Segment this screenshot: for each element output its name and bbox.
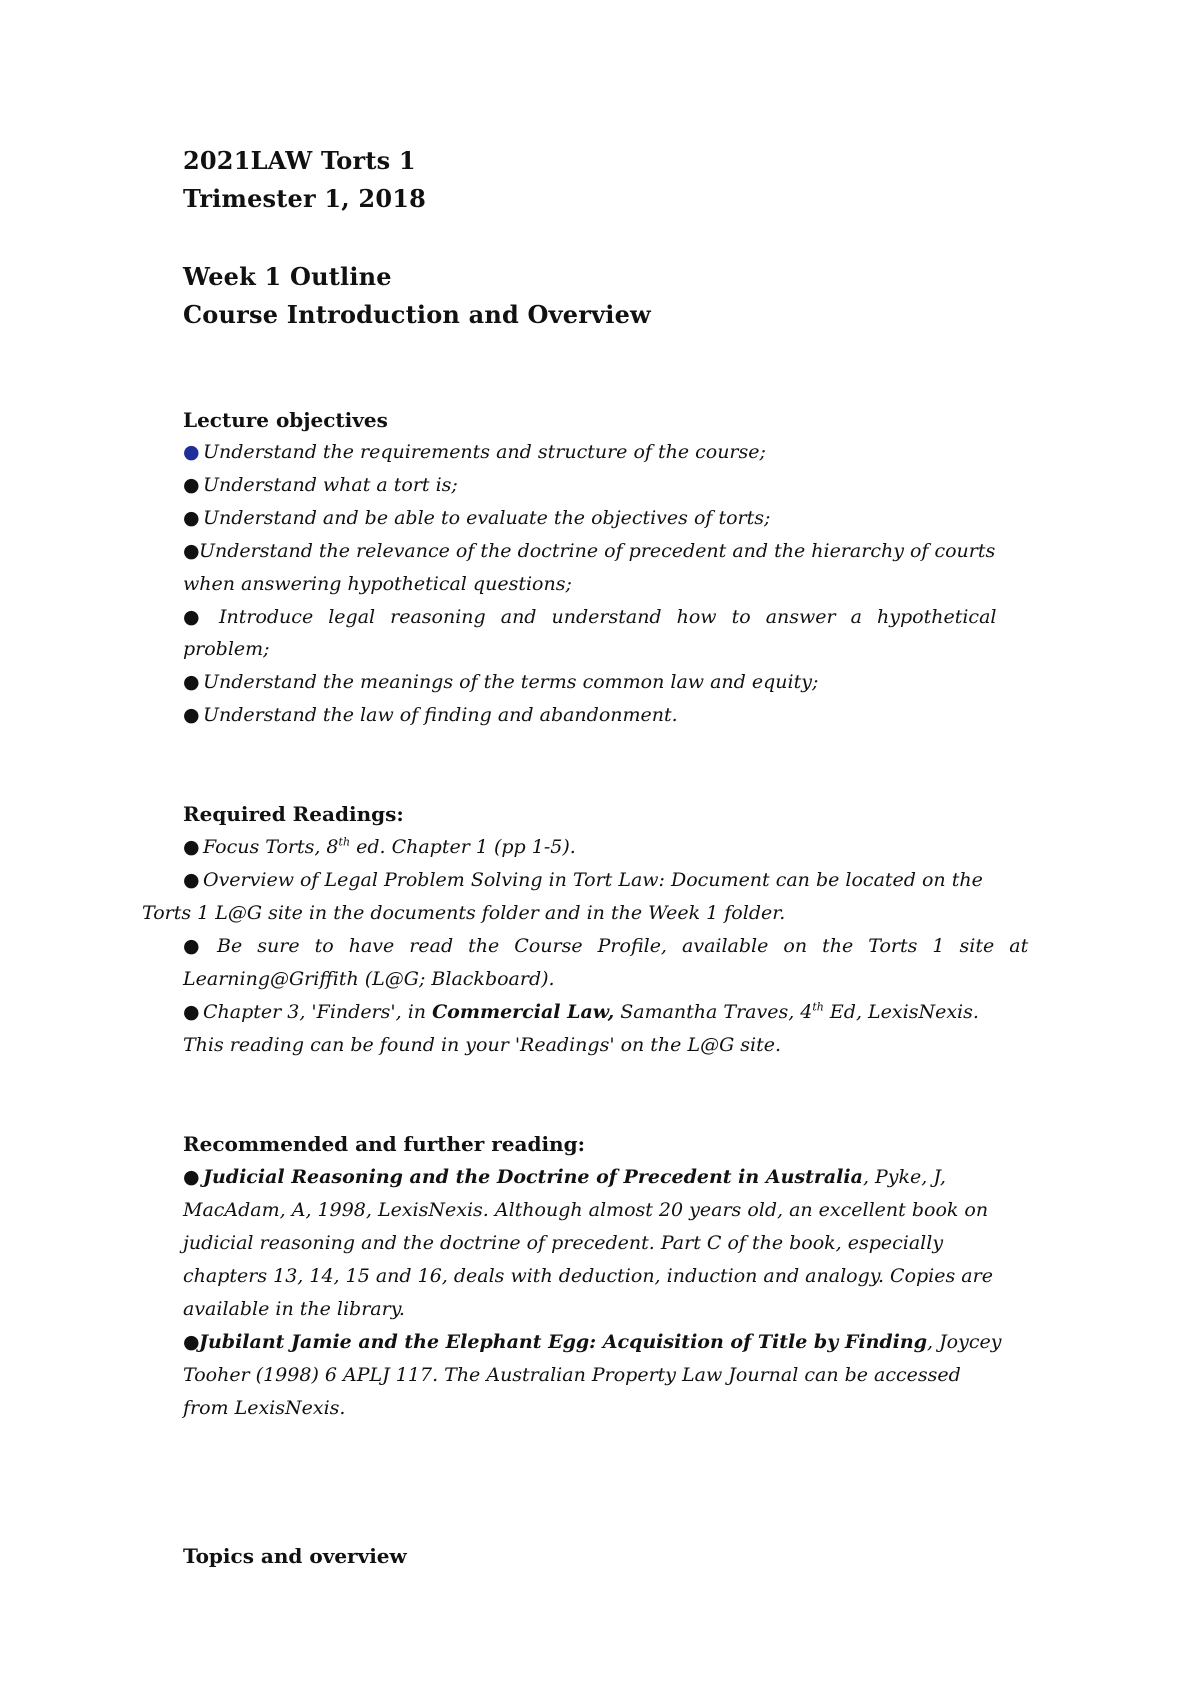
objective-item: ● Introduce legal reasoning and understand how to answer a hypothetical — [183, 606, 997, 628]
bullet-icon: ● — [183, 704, 200, 726]
recommended-reading-continuation: available in the library. — [183, 1298, 405, 1320]
objective-item: ● Understand what a tort is; — [183, 474, 458, 496]
bullet-icon: ● — [183, 1166, 200, 1188]
lecture-objectives-heading: Lecture objectives — [183, 408, 388, 432]
week-title: Week 1 Outline — [183, 262, 392, 291]
objective-item: ●Understand the relevance of the doctrine of precedent and the hierarchy of courts — [183, 540, 996, 562]
recommended-reading-continuation: Tooher (1998) 6 APLJ 117. The Australian Property Law Journal can be accessed — [183, 1364, 961, 1386]
objective-item: ● Understand the law of finding and abandonment. — [183, 704, 678, 726]
bullet-icon: ● — [183, 540, 200, 562]
bullet-icon: ● — [183, 1331, 200, 1353]
topic-title: Course Introduction and Overview — [183, 300, 651, 329]
required-reading-continuation: Learning@Griffith (L@G; Blackboard). — [183, 968, 555, 990]
bullet-icon: ● — [183, 507, 200, 529]
trimester-title: Trimester 1, 2018 — [183, 184, 427, 213]
objective-item-continuation: when answering hypothetical questions; — [183, 573, 572, 595]
bullet-icon: ● — [183, 474, 200, 496]
bullet-icon: ● — [183, 935, 200, 957]
bullet-icon: ● — [183, 441, 200, 463]
recommended-reading-continuation: judicial reasoning and the doctrine of precedent. Part C of the book, especially — [183, 1232, 944, 1254]
course-title: 2021LAW Torts 1 — [183, 146, 416, 175]
required-reading-item: ● Focus Torts, 8th ed. Chapter 1 (pp 1-5). — [183, 835, 576, 858]
recommended-reading-heading: Recommended and further reading: — [183, 1132, 585, 1156]
objective-item-continuation: problem; — [183, 638, 270, 660]
required-reading-item: ● Chapter 3, 'Finders', in Commercial Law, Samantha Traves, 4th Ed, LexisNexis. — [183, 1000, 979, 1023]
required-reading-continuation: Torts 1 L@G site in the documents folder and in the Week 1 folder. — [142, 902, 786, 924]
topics-heading: Topics and overview — [183, 1544, 407, 1568]
bullet-icon: ● — [183, 671, 200, 693]
bullet-icon: ● — [183, 836, 200, 858]
required-reading-continuation: This reading can be found in your 'Readings' on the L@G site. — [183, 1034, 782, 1056]
recommended-reading-item: ● Judicial Reasoning and the Doctrine of Precedent in Australia, Pyke, J, — [183, 1166, 946, 1188]
recommended-reading-continuation: chapters 13, 14, 15 and 16, deals with deduction, induction and analogy. Copies are — [183, 1265, 993, 1287]
required-readings-heading: Required Readings: — [183, 802, 404, 826]
objective-item: ● Understand the requirements and structure of the course; — [183, 441, 766, 463]
required-reading-item: ● Be sure to have read the Course Profile, available on the Torts 1 site at — [183, 935, 1029, 957]
required-reading-item: ● Overview of Legal Problem Solving in Tort Law: Document can be located on the — [183, 869, 983, 891]
bullet-icon: ● — [183, 1001, 200, 1023]
bullet-icon: ● — [183, 606, 200, 628]
recommended-reading-continuation: MacAdam, A, 1998, LexisNexis. Although almost 20 years old, an excellent book on — [183, 1199, 989, 1221]
recommended-reading-continuation: from LexisNexis. — [183, 1397, 346, 1419]
bullet-icon: ● — [183, 869, 200, 891]
recommended-reading-item: ●Jubilant Jamie and the Elephant Egg: Acquisition of Title by Finding, Joycey — [183, 1331, 1002, 1353]
objective-item: ● Understand the meanings of the terms common law and equity; — [183, 671, 819, 693]
objective-item: ● Understand and be able to evaluate the objectives of torts; — [183, 507, 771, 529]
